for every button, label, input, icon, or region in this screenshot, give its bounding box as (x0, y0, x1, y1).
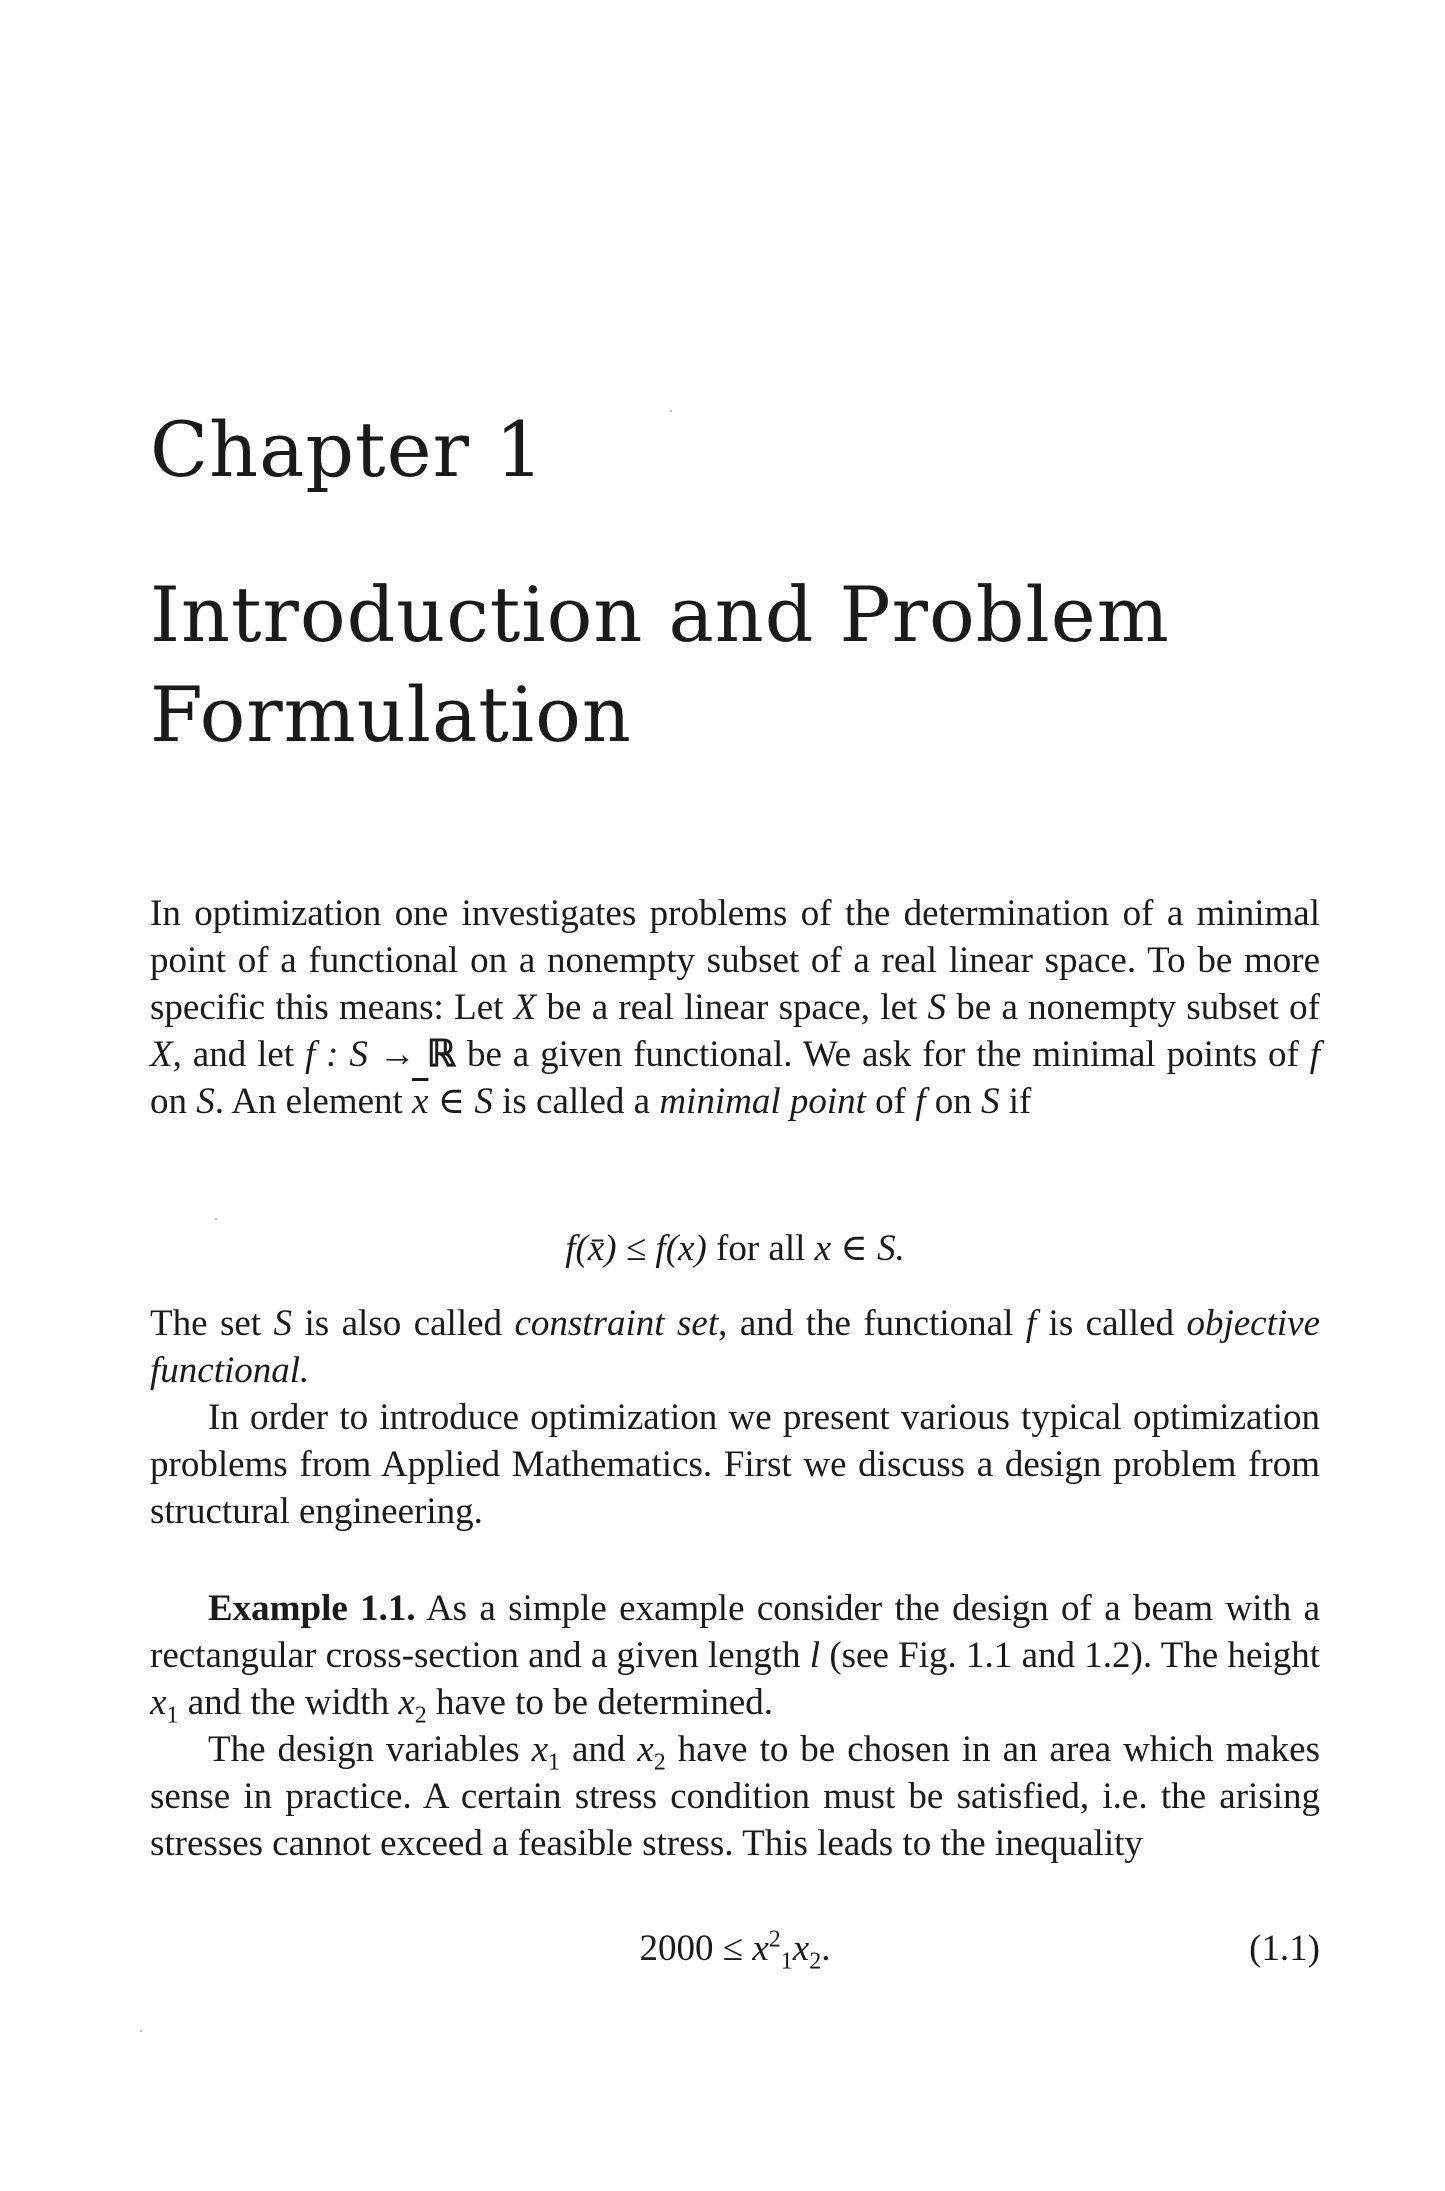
term-constraint-set: constraint set (514, 1303, 719, 1344)
chapter-title-line-1: Introduction and Problem (150, 570, 1170, 659)
symbol-X: X (513, 987, 537, 1028)
symbol-S: S (927, 987, 947, 1028)
example-1-1: Example 1.1. As a simple example consider the design of a beam with a rectangular cross-section and a given length l (see Fig. 1.1 and 1.2). The height $x_1$ and the width $x_2$ have to be determined. The design variables $x_1$ and $x_2$ have to be chosen in an area which makes sense in practice. A certain stress condition must be satisfied, i.e. the arising stresses cannot exceed a feasible stress. This leads to the inequality (150, 1588, 1321, 1864)
reals-symbol: ℝ (426, 1034, 457, 1075)
map-notation: f : S → (305, 1034, 427, 1075)
term-minimal-point: minimal point (659, 1081, 866, 1122)
scan-speck (140, 2030, 142, 2032)
term-objective-functional: objective functional. (150, 1303, 1320, 1391)
example-heading: Example 1.1. (208, 1588, 416, 1629)
scan-speck (670, 410, 672, 412)
chapter-title (150, 565, 1350, 765)
chapter-label: Chapter 1 (150, 405, 545, 494)
symbol-X: X (150, 1034, 173, 1075)
scan-speck (215, 1218, 217, 1220)
display-formula: f(x̄) ≤ f(x) for all x ∈ S. (565, 1228, 905, 1269)
equation-number: (1.1) (1249, 1928, 1320, 1969)
chapter-title-line-2: Formulation (150, 670, 632, 759)
equation-1-1: $2000 \le x^2_1x_2$. (1.1) (639, 1926, 1320, 1975)
symbol-xbar: $\overline{x}$ (412, 1081, 429, 1122)
intro-paragraph: In optimization one investigates problems of the determination of a minimal point of a functional on a nonempty subset of a real linear space. To be more specific this means: Let X be a real linear space, let S be a nonempty subset of X, and let f : S → ℝ be a given functional. We ask for the minimal points of f on S. An element $\overline{x}$ ∈ S is called a minimal point of f on S if (150, 893, 1320, 1122)
definitions-paragraph: The set S is also called constraint set, and the functional f is called objective functional. In order to introduce optimization we present various typical optimization problems from Applied Mathematics. First we discuss a design problem from structural engineering. (150, 1300, 1320, 1535)
motivation-paragraph: In order to introduce optimization we present various typical optimization problems from Applied Mathematics. First we discuss a design problem from structural engineering. (150, 1397, 1320, 1532)
